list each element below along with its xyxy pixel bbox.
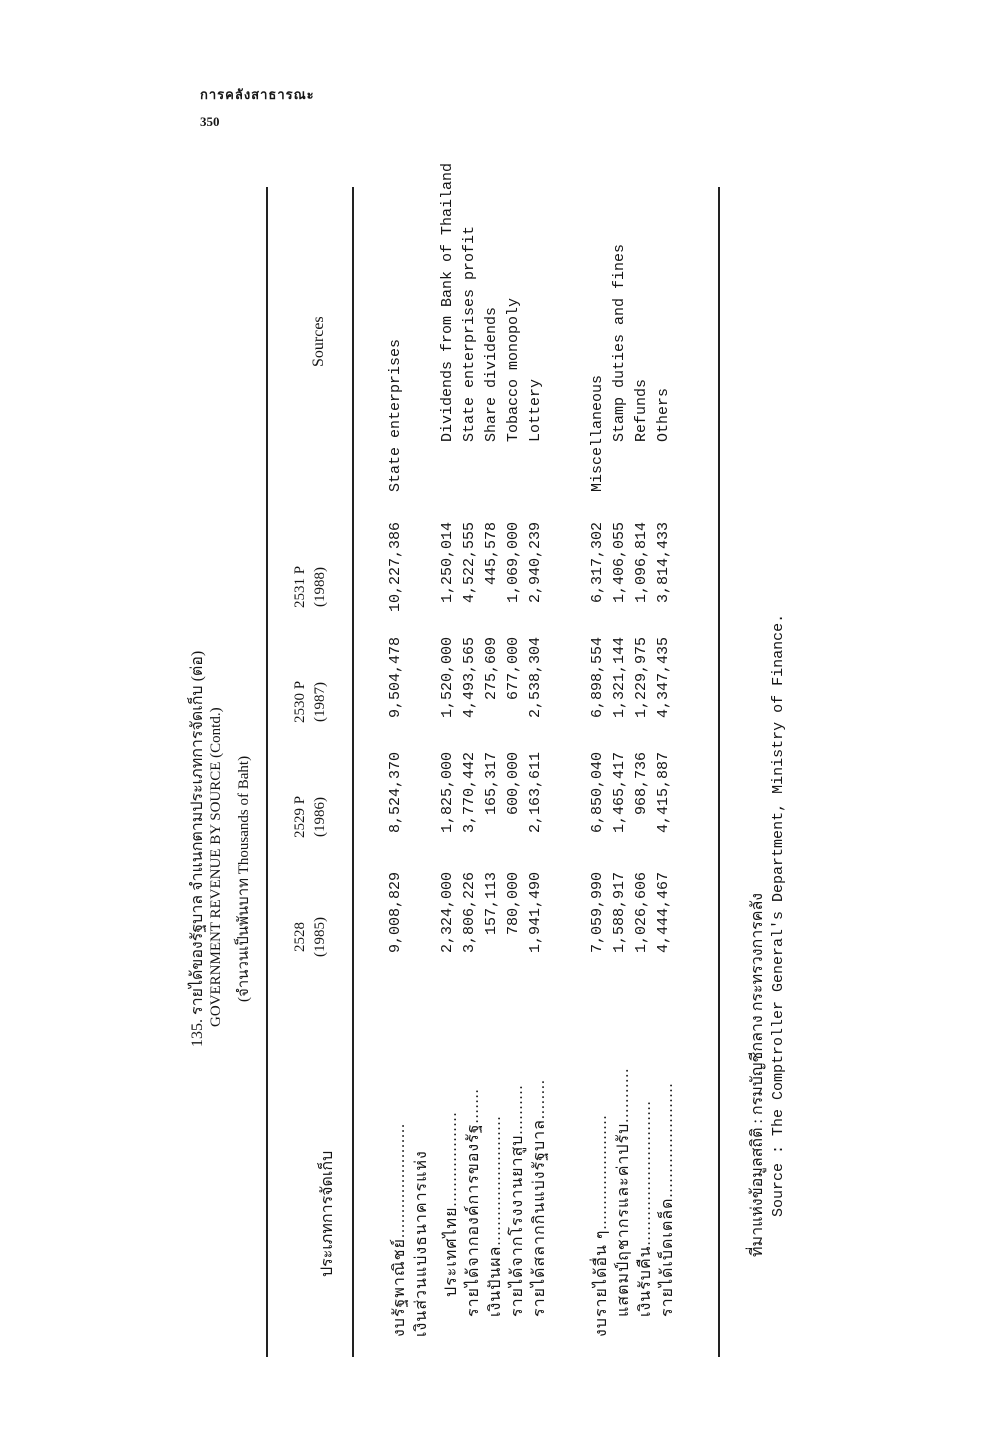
source-thai: ที่มาแห่งข้อมูลสถิติ : กรมบัญชีกลาง กระทรวงการคลัง — [749, 892, 766, 1257]
cell-value: 1,096,814 — [633, 522, 650, 604]
cell-value: 2,940,239 — [527, 522, 544, 604]
cell-value: 1,321,144 — [611, 637, 628, 719]
cell-value: 1,026,606 — [633, 872, 650, 954]
row-label-en: State enterprises profit — [461, 225, 478, 442]
cell-value: 1,406,055 — [611, 522, 628, 604]
cell-value: 4,347,435 — [655, 637, 672, 719]
row-label-thai: เงินส่วนแบ่งธนาคารแห่ง — [413, 1150, 430, 1337]
row-label-thai: รายได้จากโรงงานยาสูบ.......... — [509, 1084, 526, 1317]
cell-value: 275,609 — [483, 637, 500, 701]
row-label-thai: รายได้จากองค์การของรัฐ....... — [465, 1088, 482, 1317]
cell-value: 3,806,226 — [461, 872, 478, 954]
cell-value: 165,317 — [483, 752, 500, 816]
row-label-thai: รายได้เบ็ดเตล็ด....................... — [659, 1082, 676, 1317]
row-label-en: Tobacco monopoly — [505, 297, 522, 442]
row-label-thai: เงินรับคืน............................. — [637, 1100, 654, 1317]
cell-value: 4,444,467 — [655, 872, 672, 954]
page-number: 350 — [200, 114, 220, 129]
table-bottom-rule — [718, 187, 720, 1357]
header-sources: Sources — [310, 316, 327, 367]
cell-value: 3,814,433 — [655, 522, 672, 604]
header-year-3: 2530 P (1987) — [292, 680, 328, 724]
row-label-en: Dividends from Bank of Thailand — [439, 162, 456, 442]
table-unit: (จำนวนเป็นพันบาท Thousands of Baht) — [236, 755, 252, 1002]
source-en: Source : The Comptroller General's Department, Ministry of Finance. — [770, 613, 787, 1217]
cell-value: 7,059,990 — [589, 872, 606, 954]
row-label-en: State enterprises — [387, 338, 404, 492]
cell-value: 1,069,000 — [505, 522, 522, 604]
cell-value: 8,524,370 — [387, 752, 404, 834]
cell-value: 1,250,014 — [439, 522, 456, 604]
row-label-thai: รายได้สลากกินแบ่งรัฐบาล........ — [531, 1079, 548, 1317]
row-label-thai: งบรายได้อื่น ๆ....................... — [593, 1114, 610, 1337]
cell-value: 2,538,304 — [527, 637, 544, 719]
row-label-en: Miscellaneous — [589, 374, 606, 492]
cell-value: 6,898,554 — [589, 637, 606, 719]
header-year-1: 2528 (1985) — [292, 917, 328, 957]
cell-value: 677,000 — [505, 637, 522, 701]
cell-value: 4,522,555 — [461, 522, 478, 604]
cell-value: 10,227,386 — [387, 522, 404, 613]
row-label-thai: เงินปันผล.......................... — [487, 1115, 504, 1317]
cell-value: 9,504,478 — [387, 637, 404, 719]
cell-value: 1,520,000 — [439, 637, 456, 719]
cell-value: 4,493,565 — [461, 637, 478, 719]
cell-value: 9,008,829 — [387, 872, 404, 954]
cell-value: 2,163,611 — [527, 752, 544, 834]
row-label-en: Stamp duties and fines — [611, 243, 628, 442]
cell-value: 1,465,417 — [611, 752, 628, 834]
cell-value: 780,000 — [505, 872, 522, 936]
cell-value: 6,317,302 — [589, 522, 606, 604]
cell-value: 600,000 — [505, 752, 522, 816]
row-label-en: Lottery — [527, 378, 544, 442]
cell-value: 6,850,040 — [589, 752, 606, 834]
cell-value: 157,113 — [483, 872, 500, 936]
section-label: การคลังสาธารณะ — [200, 87, 315, 102]
cell-value: 1,588,917 — [611, 872, 628, 954]
cell-value: 3,770,442 — [461, 752, 478, 834]
header-year-2: 2529 P (1986) — [292, 795, 328, 839]
header-thai: ประเภทการจัดเก็บ — [319, 1150, 336, 1277]
header-year-4: 2531 P (1988) — [292, 565, 328, 609]
rotated-table — [100, 162, 820, 1357]
row-label-en: Refunds — [633, 378, 650, 442]
row-label-thai: งบรัฐพาณิชย์....................... — [391, 1123, 408, 1337]
cell-value: 2,324,000 — [439, 872, 456, 954]
table-top-rule — [266, 187, 268, 1357]
cell-value: 445,578 — [483, 522, 500, 586]
table-title-en: GOVERNMENT REVENUE BY SOURCE (Contd.) — [208, 707, 224, 1027]
cell-value: 1,825,000 — [439, 752, 456, 834]
row-label-thai: ประเทศไทย................... — [443, 1111, 460, 1297]
cell-value: 1,941,490 — [527, 872, 544, 954]
cell-value: 4,415,887 — [655, 752, 672, 834]
table-title-thai: 135. รายได้ของรัฐบาล จำแนกตามประเภทการจัดเก็บ (ต่อ) — [189, 650, 206, 1047]
table-header-rule — [352, 187, 354, 1357]
row-label-en: Share dividends — [483, 306, 500, 442]
cell-value: 1,229,975 — [633, 637, 650, 719]
cell-value: 968,736 — [633, 752, 650, 816]
row-label-en: Others — [655, 387, 672, 442]
row-label-thai: แสตมป์ฤชากรและค่าปรับ........... — [615, 1067, 632, 1317]
